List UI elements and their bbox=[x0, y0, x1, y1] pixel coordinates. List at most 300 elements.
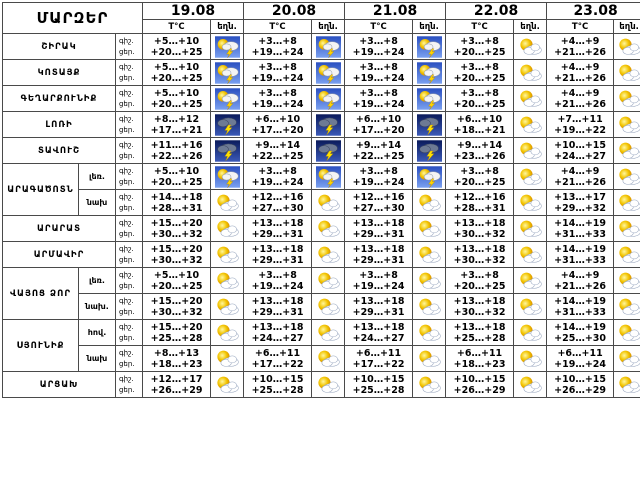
region-name: ԱՐՄԱՎԻՐ bbox=[3, 242, 116, 268]
cloud-sun-icon bbox=[515, 218, 545, 239]
temperature-cell bbox=[446, 346, 514, 372]
night-temp: +13…+18 bbox=[251, 243, 304, 255]
subregion-name: նախ. bbox=[79, 294, 116, 320]
day-temp: +29…+31 bbox=[251, 306, 304, 318]
region-name: ԱՐԱԳԱԾՈՏՆ bbox=[3, 164, 79, 216]
temperature-cell bbox=[345, 294, 413, 320]
day-temp: +17…+20 bbox=[251, 124, 304, 136]
weather-icon-cell bbox=[514, 86, 547, 112]
cloud-sun-icon bbox=[313, 322, 343, 343]
cloud-sun-icon bbox=[313, 296, 343, 317]
table-row bbox=[3, 242, 640, 268]
time-labels bbox=[116, 190, 143, 216]
night-temp: +13…+18 bbox=[251, 321, 304, 333]
night-temp: +5…+10 bbox=[153, 61, 200, 73]
day-temp: +22…+25 bbox=[352, 150, 405, 162]
weather-icon-cell bbox=[312, 294, 345, 320]
night-label: գիշ. bbox=[119, 270, 134, 279]
cloud-sun-icon bbox=[614, 192, 640, 213]
temp-column-header: T°C bbox=[143, 20, 211, 34]
weather-icon-cell bbox=[514, 294, 547, 320]
weather-icon-cell bbox=[312, 190, 345, 216]
temperature-cell bbox=[345, 190, 413, 216]
cloud-sun-icon bbox=[515, 296, 545, 317]
day-temp: +20…+25 bbox=[150, 46, 203, 58]
day-temp: +19…+24 bbox=[352, 176, 405, 188]
temperature-cell bbox=[547, 112, 614, 138]
temperature-cell bbox=[143, 138, 211, 164]
day-temp: +26…+29 bbox=[554, 384, 607, 396]
day-temp: +30…+32 bbox=[453, 306, 506, 318]
day-temp: +18…+23 bbox=[453, 358, 506, 370]
weather-icon-cell bbox=[614, 242, 640, 268]
day-temp: +20…+25 bbox=[453, 98, 506, 110]
table-row bbox=[3, 372, 640, 398]
day-temp: +31…+33 bbox=[554, 228, 607, 240]
weather-icon-cell bbox=[413, 216, 446, 242]
night-temp: +6…+11 bbox=[355, 347, 402, 359]
night-temp: +4…+9 bbox=[560, 61, 600, 73]
night-temp: +12…+16 bbox=[251, 191, 304, 203]
cloud-sun-icon bbox=[515, 348, 545, 369]
day-label: ցեր. bbox=[119, 255, 135, 264]
night-temp: +14…+19 bbox=[554, 217, 607, 229]
storm-icon bbox=[215, 36, 240, 58]
time-labels bbox=[116, 164, 143, 190]
day-temp: +20…+25 bbox=[453, 176, 506, 188]
region-name: ՏԱՎՈՒՇ bbox=[3, 138, 116, 164]
date-header: 22.08 bbox=[446, 3, 547, 20]
temperature-cell bbox=[547, 86, 614, 112]
region-name: ԱՐՑԱԽ bbox=[3, 372, 116, 398]
temperature-cell bbox=[446, 138, 514, 164]
temperature-cell bbox=[143, 34, 211, 60]
temperature-cell bbox=[547, 242, 614, 268]
storm-icon bbox=[417, 36, 442, 58]
date-header: 19.08 bbox=[143, 3, 244, 20]
day-temp: +17…+20 bbox=[352, 124, 405, 136]
cloud-sun-icon bbox=[614, 270, 640, 291]
day-temp: +21…+26 bbox=[554, 280, 607, 292]
table-row bbox=[3, 112, 640, 138]
day-temp: +25…+28 bbox=[453, 332, 506, 344]
time-labels bbox=[116, 268, 143, 294]
weather-icon-cell bbox=[614, 320, 640, 346]
temperature-cell bbox=[547, 268, 614, 294]
night-temp: +3…+8 bbox=[460, 35, 499, 47]
weather-icon-cell bbox=[211, 60, 244, 86]
weather-icon-cell bbox=[614, 138, 640, 164]
night-temp: +12…+16 bbox=[453, 191, 506, 203]
temp-column-header: T°C bbox=[446, 20, 514, 34]
night-label: գիշ. bbox=[119, 36, 134, 45]
night-label: գիշ. bbox=[119, 322, 134, 331]
temperature-cell bbox=[345, 268, 413, 294]
cloud-sun-icon bbox=[614, 296, 640, 317]
cloud-sun-icon bbox=[212, 374, 242, 395]
time-labels bbox=[116, 60, 143, 86]
date-header: 23.08 bbox=[547, 3, 640, 20]
weather-icon-cell bbox=[211, 242, 244, 268]
cloud-sun-icon bbox=[313, 192, 343, 213]
temperature-cell bbox=[143, 190, 211, 216]
temperature-cell bbox=[345, 86, 413, 112]
night-label: գիշ. bbox=[119, 244, 134, 253]
weather-icon-cell bbox=[312, 112, 345, 138]
cloud-sun-icon bbox=[414, 192, 444, 213]
day-temp: +19…+24 bbox=[352, 72, 405, 84]
day-temp: +27…+30 bbox=[352, 202, 405, 214]
temperature-cell bbox=[446, 242, 514, 268]
day-temp: +19…+22 bbox=[554, 124, 607, 136]
night-temp: +4…+9 bbox=[560, 165, 600, 177]
night-temp: +3…+8 bbox=[460, 165, 499, 177]
cloud-sun-icon bbox=[614, 114, 640, 135]
table-row bbox=[3, 268, 640, 294]
night-temp: +13…+18 bbox=[352, 217, 405, 229]
weather-icon-cell bbox=[614, 294, 640, 320]
day-temp: +17…+21 bbox=[150, 124, 203, 136]
night-temp: +10…+15 bbox=[554, 139, 607, 151]
weather-icon-cell bbox=[211, 34, 244, 60]
time-labels bbox=[116, 138, 143, 164]
temperature-cell bbox=[345, 320, 413, 346]
storm-icon bbox=[215, 166, 240, 188]
night-temp: +13…+18 bbox=[251, 217, 304, 229]
weather-icon-cell bbox=[514, 34, 547, 60]
night-temp: +13…+18 bbox=[453, 321, 506, 333]
night-temp: +11…+16 bbox=[150, 139, 203, 151]
night-temp: +13…+18 bbox=[352, 321, 405, 333]
weather-icon-cell bbox=[211, 346, 244, 372]
day-label: ցեր. bbox=[119, 359, 135, 368]
subregion-name: նախ bbox=[79, 190, 116, 216]
temperature-cell bbox=[244, 164, 312, 190]
cloud-sun-icon bbox=[414, 244, 444, 265]
table-row bbox=[3, 294, 640, 320]
cloud-sun-icon bbox=[515, 270, 545, 291]
temp-column-header: T°C bbox=[244, 20, 312, 34]
cloud-sun-icon bbox=[614, 88, 640, 109]
temperature-cell bbox=[244, 320, 312, 346]
temperature-cell bbox=[244, 190, 312, 216]
temperature-cell bbox=[446, 372, 514, 398]
temperature-cell bbox=[143, 60, 211, 86]
cloud-sun-icon bbox=[614, 322, 640, 343]
night-temp: +15…+20 bbox=[150, 217, 203, 229]
day-temp: +18…+23 bbox=[150, 358, 203, 370]
temperature-cell bbox=[143, 372, 211, 398]
night-temp: +15…+20 bbox=[150, 321, 203, 333]
temperature-cell bbox=[143, 112, 211, 138]
day-temp: +17…+22 bbox=[352, 358, 405, 370]
weather-icon-cell bbox=[413, 164, 446, 190]
temperature-cell bbox=[244, 138, 312, 164]
subregion-name: լեռ. bbox=[79, 164, 116, 190]
weather-icon-cell bbox=[413, 346, 446, 372]
storm-icon bbox=[316, 62, 341, 84]
temperature-cell bbox=[446, 60, 514, 86]
cloud-sun-icon bbox=[212, 296, 242, 317]
day-label: ցեր. bbox=[119, 203, 135, 212]
cloud-sun-icon bbox=[515, 62, 545, 83]
night-temp: +12…+17 bbox=[150, 373, 203, 385]
night-temp: +6…+10 bbox=[254, 113, 301, 125]
temperature-cell bbox=[345, 346, 413, 372]
weather-icon-cell bbox=[614, 164, 640, 190]
time-labels bbox=[116, 372, 143, 398]
weather-icon-cell bbox=[312, 86, 345, 112]
night-temp: +10…+15 bbox=[352, 373, 405, 385]
storm-icon bbox=[316, 166, 341, 188]
weather-column-header: եղն. bbox=[514, 20, 547, 34]
weather-icon-cell bbox=[312, 60, 345, 86]
weather-icon-cell bbox=[413, 60, 446, 86]
region-name: ԼՈՌԻ bbox=[3, 112, 116, 138]
night-temp: +3…+8 bbox=[359, 61, 398, 73]
day-temp: +29…+31 bbox=[251, 254, 304, 266]
day-label: ցեր. bbox=[119, 73, 135, 82]
temperature-cell bbox=[547, 138, 614, 164]
night-storm-icon bbox=[316, 140, 341, 162]
temperature-cell bbox=[547, 346, 614, 372]
temperature-cell bbox=[143, 86, 211, 112]
temperature-cell bbox=[547, 216, 614, 242]
day-temp: +20…+25 bbox=[453, 46, 506, 58]
night-storm-icon bbox=[215, 140, 240, 162]
night-temp: +8…+12 bbox=[153, 113, 200, 125]
table-row bbox=[3, 138, 640, 164]
night-storm-icon bbox=[417, 140, 442, 162]
night-temp: +14…+19 bbox=[554, 243, 607, 255]
day-temp: +30…+32 bbox=[453, 228, 506, 240]
night-temp: +13…+18 bbox=[453, 295, 506, 307]
day-temp: +29…+31 bbox=[352, 228, 405, 240]
day-temp: +19…+24 bbox=[251, 98, 304, 110]
night-temp: +6…+10 bbox=[355, 113, 402, 125]
night-temp: +6…+11 bbox=[254, 347, 301, 359]
cloud-sun-icon bbox=[614, 62, 640, 83]
night-temp: +3…+8 bbox=[359, 87, 398, 99]
weather-icon-cell bbox=[312, 216, 345, 242]
weather-icon-cell bbox=[211, 294, 244, 320]
night-temp: +3…+8 bbox=[258, 269, 297, 281]
day-temp: +22…+25 bbox=[251, 150, 304, 162]
storm-icon bbox=[316, 88, 341, 110]
day-temp: +18…+21 bbox=[453, 124, 506, 136]
night-temp: +13…+18 bbox=[453, 217, 506, 229]
weather-icon-cell bbox=[211, 268, 244, 294]
cloud-sun-icon bbox=[313, 218, 343, 239]
night-label: գիշ. bbox=[119, 140, 134, 149]
temperature-cell bbox=[446, 190, 514, 216]
region-header: ՄԱՐԶԵՐ bbox=[3, 3, 143, 34]
weather-icon-cell bbox=[211, 164, 244, 190]
day-temp: +19…+24 bbox=[352, 98, 405, 110]
weather-icon-cell bbox=[514, 242, 547, 268]
night-temp: +14…+19 bbox=[554, 321, 607, 333]
night-temp: +3…+8 bbox=[359, 269, 398, 281]
temperature-cell bbox=[345, 242, 413, 268]
table-row bbox=[3, 190, 640, 216]
night-storm-icon bbox=[417, 114, 442, 136]
cloud-sun-icon bbox=[515, 322, 545, 343]
temp-column-header: T°C bbox=[547, 20, 614, 34]
table-row bbox=[3, 346, 640, 372]
subregion-name: լեռ. bbox=[79, 268, 116, 294]
day-label: ցեր. bbox=[119, 47, 135, 56]
night-label: գիշ. bbox=[119, 296, 134, 305]
day-temp: +21…+26 bbox=[554, 46, 607, 58]
night-temp: +3…+8 bbox=[460, 269, 499, 281]
night-temp: +14…+18 bbox=[150, 191, 203, 203]
cloud-sun-icon bbox=[614, 166, 640, 187]
day-temp: +26…+29 bbox=[453, 384, 506, 396]
night-temp: +8…+13 bbox=[153, 347, 200, 359]
temperature-cell bbox=[143, 164, 211, 190]
weather-icon-cell bbox=[211, 216, 244, 242]
day-label: ցեր. bbox=[119, 177, 135, 186]
cloud-sun-icon bbox=[515, 244, 545, 265]
weather-icon-cell bbox=[413, 320, 446, 346]
day-temp: +29…+31 bbox=[251, 228, 304, 240]
cloud-sun-icon bbox=[313, 270, 343, 291]
day-temp: +30…+32 bbox=[150, 254, 203, 266]
cloud-sun-icon bbox=[515, 374, 545, 395]
weather-icon-cell bbox=[614, 34, 640, 60]
time-labels bbox=[116, 242, 143, 268]
cloud-sun-icon bbox=[515, 36, 545, 57]
day-label: ցեր. bbox=[119, 385, 135, 394]
subregion-name: նախ bbox=[79, 346, 116, 372]
night-temp: +12…+16 bbox=[352, 191, 405, 203]
day-temp: +19…+24 bbox=[251, 176, 304, 188]
day-temp: +24…+27 bbox=[251, 332, 304, 344]
weather-icon-cell bbox=[614, 372, 640, 398]
day-label: ցեր. bbox=[119, 125, 135, 134]
cloud-sun-icon bbox=[212, 218, 242, 239]
night-storm-icon bbox=[215, 114, 240, 136]
night-temp: +13…+18 bbox=[251, 295, 304, 307]
temperature-cell bbox=[244, 242, 312, 268]
day-temp: +17…+22 bbox=[251, 358, 304, 370]
day-temp: +28…+31 bbox=[150, 202, 203, 214]
weather-icon-cell bbox=[514, 190, 547, 216]
day-temp: +25…+28 bbox=[251, 384, 304, 396]
cloud-sun-icon bbox=[614, 374, 640, 395]
temperature-cell bbox=[143, 216, 211, 242]
date-header: 20.08 bbox=[244, 3, 345, 20]
table-row bbox=[3, 320, 640, 346]
day-label: ցեր. bbox=[119, 99, 135, 108]
table-row bbox=[3, 164, 640, 190]
weather-icon-cell bbox=[413, 294, 446, 320]
temperature-cell bbox=[143, 242, 211, 268]
weather-icon-cell bbox=[312, 34, 345, 60]
region-name: ՍՅՈՒՆԻՔ bbox=[3, 320, 79, 372]
cloud-sun-icon bbox=[414, 296, 444, 317]
night-temp: +13…+18 bbox=[453, 243, 506, 255]
night-temp: +9…+14 bbox=[254, 139, 301, 151]
night-temp: +3…+8 bbox=[460, 61, 499, 73]
region-name: ԱՐԱՐԱՏ bbox=[3, 216, 116, 242]
night-temp: +14…+19 bbox=[554, 295, 607, 307]
day-label: ցեր. bbox=[119, 281, 135, 290]
temperature-cell bbox=[345, 138, 413, 164]
temperature-cell bbox=[345, 216, 413, 242]
night-temp: +15…+20 bbox=[150, 243, 203, 255]
night-temp: +13…+18 bbox=[352, 295, 405, 307]
cloud-sun-icon bbox=[515, 192, 545, 213]
weather-icon-cell bbox=[614, 86, 640, 112]
weather-column-header: եղն. bbox=[413, 20, 446, 34]
day-temp: +28…+31 bbox=[453, 202, 506, 214]
day-temp: +29…+32 bbox=[554, 202, 607, 214]
weather-icon-cell bbox=[211, 86, 244, 112]
weather-icon-cell bbox=[211, 320, 244, 346]
night-temp: +13…+17 bbox=[554, 191, 607, 203]
temperature-cell bbox=[547, 294, 614, 320]
storm-icon bbox=[417, 88, 442, 110]
weather-column-header: եղն. bbox=[614, 20, 640, 34]
day-temp: +25…+28 bbox=[150, 332, 203, 344]
night-temp: +4…+9 bbox=[560, 269, 600, 281]
cloud-sun-icon bbox=[614, 36, 640, 57]
temperature-cell bbox=[345, 372, 413, 398]
temperature-cell bbox=[244, 60, 312, 86]
night-storm-icon bbox=[316, 114, 341, 136]
night-temp: +3…+8 bbox=[460, 87, 499, 99]
day-temp: +21…+26 bbox=[554, 98, 607, 110]
cloud-sun-icon bbox=[212, 270, 242, 291]
cloud-sun-icon bbox=[515, 140, 545, 161]
region-name: ՎԱՅՈՑ ՁՈՐ bbox=[3, 268, 79, 320]
cloud-sun-icon bbox=[313, 244, 343, 265]
temperature-cell bbox=[446, 294, 514, 320]
weather-icon-cell bbox=[312, 372, 345, 398]
cloud-sun-icon bbox=[212, 322, 242, 343]
storm-icon bbox=[417, 62, 442, 84]
night-temp: +5…+10 bbox=[153, 165, 200, 177]
day-temp: +20…+25 bbox=[150, 176, 203, 188]
day-temp: +22…+26 bbox=[150, 150, 203, 162]
weather-icon-cell bbox=[312, 138, 345, 164]
cloud-sun-icon bbox=[614, 218, 640, 239]
temperature-cell bbox=[143, 346, 211, 372]
temperature-cell bbox=[143, 294, 211, 320]
night-temp: +9…+14 bbox=[355, 139, 402, 151]
night-temp: +3…+8 bbox=[359, 35, 398, 47]
night-label: գիշ. bbox=[119, 62, 134, 71]
temperature-cell bbox=[446, 34, 514, 60]
day-temp: +20…+25 bbox=[453, 72, 506, 84]
weather-icon-cell bbox=[312, 164, 345, 190]
temperature-cell bbox=[143, 268, 211, 294]
weather-icon-cell bbox=[413, 138, 446, 164]
weather-icon-cell bbox=[514, 268, 547, 294]
table-row bbox=[3, 60, 640, 86]
temperature-cell bbox=[244, 34, 312, 60]
region-name: ԳԵՂԱՐՔՈՒՆԻՔ bbox=[3, 86, 116, 112]
weather-icon-cell bbox=[413, 268, 446, 294]
night-temp: +4…+9 bbox=[560, 87, 600, 99]
temperature-cell bbox=[244, 112, 312, 138]
temperature-cell bbox=[244, 294, 312, 320]
weather-icon-cell bbox=[312, 268, 345, 294]
night-temp: +13…+18 bbox=[352, 243, 405, 255]
night-temp: +3…+8 bbox=[258, 61, 297, 73]
weather-icon-cell bbox=[413, 190, 446, 216]
